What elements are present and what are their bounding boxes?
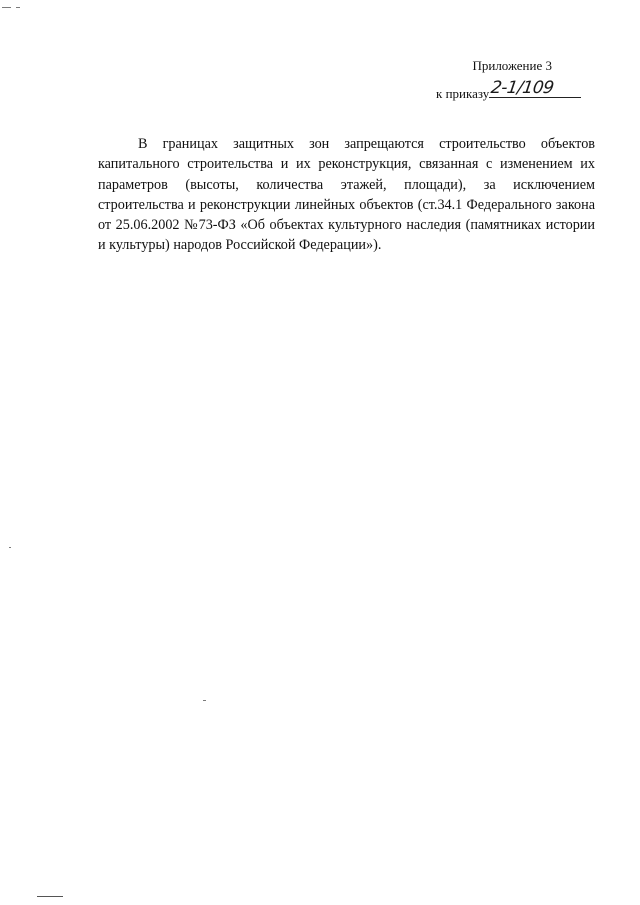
scan-artifact	[16, 7, 20, 8]
order-reference	[436, 78, 581, 102]
appendix-label: Приложение 3	[472, 58, 552, 73]
scan-artifact	[9, 547, 11, 548]
handwritten-order-number: 2-1/109	[489, 78, 556, 98]
order-number-field	[489, 78, 581, 98]
scan-artifact	[37, 896, 63, 897]
scan-artifact	[203, 700, 206, 701]
document-body	[98, 134, 595, 256]
scan-artifact	[2, 7, 11, 8]
body-paragraph: В границах защитных зон запрещаются строительство объектов капитального строительства и их реконструкция, связанная с изменением их параметров (высоты, количества этажей, площади), за исключением строительства и реконструкции линейных объектов (ст.34.1 Федерального закона от 25.06.2002 №73-ФЗ «Об объектах культурного наследия (памятниках истории и культуры) народов Российской Федерации»).	[98, 136, 595, 254]
order-prefix: к приказу	[436, 86, 490, 101]
